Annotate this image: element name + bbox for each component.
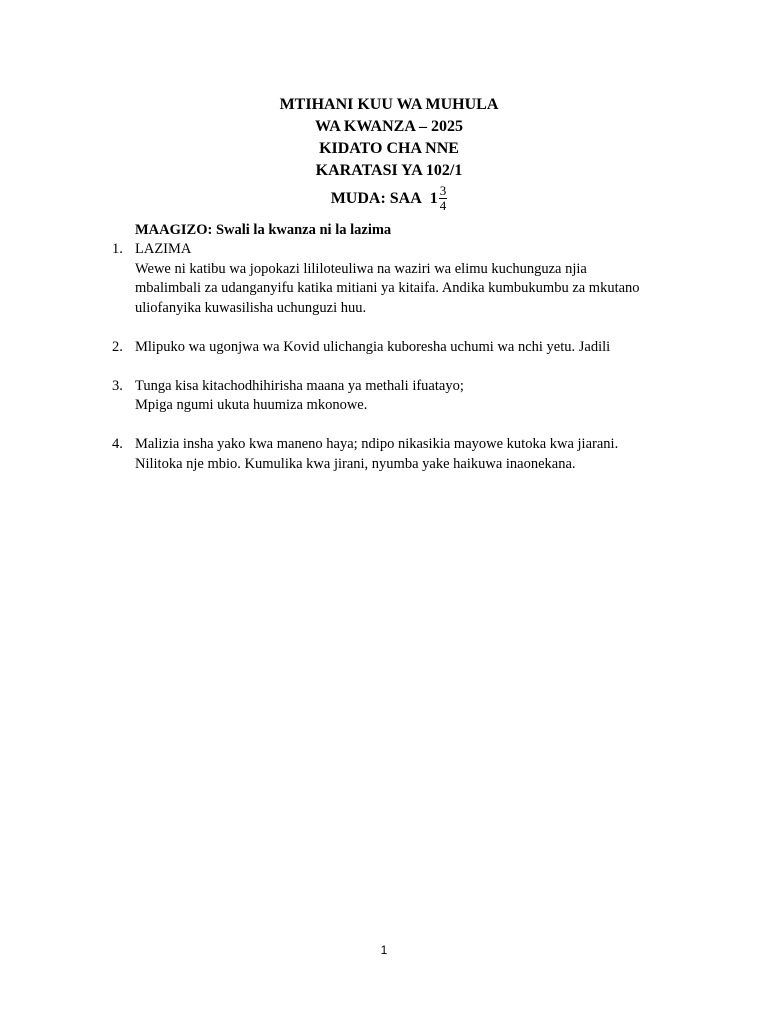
question-line: Wewe ni katibu wa jopokazi lililoteuliwa na waziri wa elimu kuchunguza njia xyxy=(135,260,587,277)
question-2 xyxy=(112,338,672,358)
duration-denominator: 4 xyxy=(439,198,447,213)
question-line: Malizia insha yako kwa maneno haya; ndipo nikasikia mayowe kutoka kwa jiarani. xyxy=(135,436,619,452)
question-1 xyxy=(112,240,672,318)
question-line: LAZIMA xyxy=(135,241,192,257)
exam-paper: KARATASI YA 102/1 xyxy=(315,162,463,179)
exam-form: KIDATO CHA NNE xyxy=(319,140,459,157)
question-line: Mlipuko wa ugonjwa wa Kovid ulichangia kuboresha uchumi wa nchi yetu. Jadili xyxy=(135,338,611,355)
exam-duration xyxy=(331,184,448,213)
exam-title: MTIHANI KUU WA MUHULA xyxy=(279,96,499,113)
instructions: MAAGIZO: Swali la kwanza ni la lazima xyxy=(135,222,392,238)
question-line: uliofanyika kuwasilisha uchunguzi huu. xyxy=(135,299,367,316)
question-line: mbalimbali za udanganyifu katika mitiani ya kitaifa. Andika kumbukumbu za mkutano xyxy=(135,280,640,296)
exam-term: WA KWANZA – 2025 xyxy=(314,118,464,135)
exam-header xyxy=(0,94,768,213)
duration-whole: 1 xyxy=(429,189,438,207)
question-number: 4. xyxy=(112,436,123,452)
question-3 xyxy=(112,377,672,416)
question-number: 1. xyxy=(112,241,123,257)
page-number: 1 xyxy=(380,943,388,957)
question-line: Nilitoka nje mbio. Kumulika kwa jirani, nyumba yake haikuwa inaonekana. xyxy=(135,455,576,472)
duration-fraction xyxy=(439,184,448,213)
duration-numerator: 3 xyxy=(439,183,447,198)
question-number: 3. xyxy=(112,377,123,394)
question-number: 2. xyxy=(112,338,123,355)
question-line: Mpiga ngumi ukuta huumiza mkonowe. xyxy=(135,397,368,413)
question-list xyxy=(112,240,672,494)
question-line: Tunga kisa kitachodhihirisha maana ya methali ifuatayo; xyxy=(135,377,464,394)
duration-label: MUDA: SAA xyxy=(330,189,422,207)
question-4 xyxy=(112,435,672,474)
